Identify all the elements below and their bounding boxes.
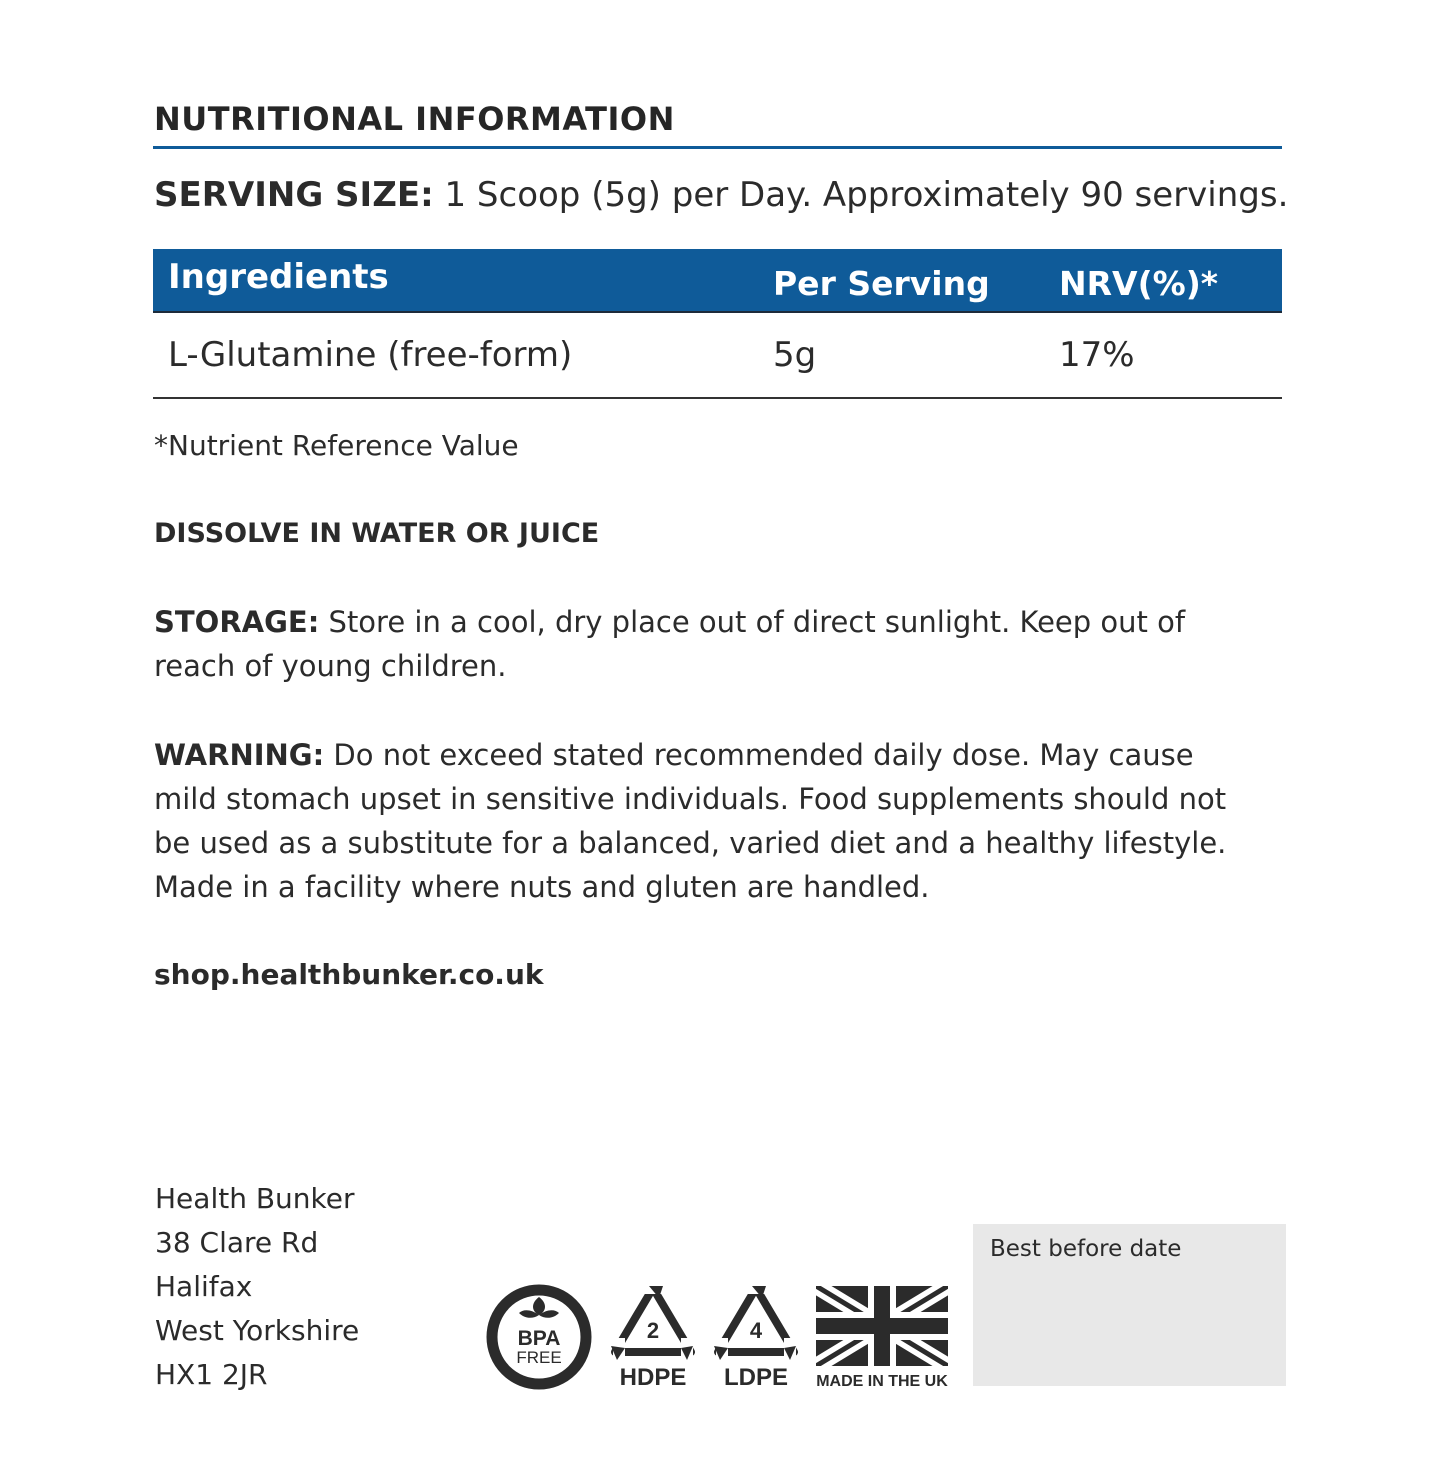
made-in-uk-label: MADE IN THE UK (816, 1373, 948, 1390)
warning-label: WARNING: (154, 738, 325, 772)
ingredient-cell: L-Glutamine (free-form) (168, 335, 573, 375)
nrv-footnote: *Nutrient Reference Value (154, 429, 519, 462)
title-rule (153, 146, 1282, 149)
bpa-free-icon (485, 1283, 593, 1391)
ldpe-number: 4 (749, 1318, 763, 1343)
table-header (153, 249, 1282, 313)
storage-text: Store in a cool, dry place out of direct sunlight. Keep out of reach of young children. (154, 605, 1186, 683)
section-title: NUTRITIONAL INFORMATION (154, 100, 675, 138)
column-header-per-serving: Per Serving (773, 264, 990, 303)
ldpe-label: LDPE (723, 1364, 789, 1391)
storage-paragraph (154, 600, 1254, 688)
address-line: Health Bunker (155, 1182, 355, 1215)
address-line: West Yorkshire (155, 1314, 360, 1347)
column-header-nrv: NRV(%)* (1059, 264, 1219, 303)
per-serving-cell: 5g (773, 335, 817, 375)
free-text: FREE (516, 1348, 562, 1367)
website-link[interactable]: shop.healthbunker.co.uk (154, 958, 544, 991)
dissolve-instruction: DISSOLVE IN WATER OR JUICE (154, 518, 600, 549)
union-flag-icon (814, 1284, 950, 1392)
address-line: Halifax (155, 1270, 253, 1303)
storage-label: STORAGE: (154, 605, 320, 639)
best-before-box (973, 1224, 1286, 1386)
serving-text: 1 Scoop (5g) per Day. Approximately 90 servings. (433, 175, 1289, 215)
address-line: HX1 2JR (155, 1358, 268, 1391)
recycle-hdpe-icon (605, 1280, 701, 1392)
serving-label: SERVING SIZE: (154, 175, 434, 215)
nrv-cell: 17% (1059, 335, 1135, 375)
address-line: 38 Clare Rd (155, 1226, 319, 1259)
warning-paragraph (154, 733, 1254, 909)
serving-size (154, 175, 1288, 215)
warning-text: Do not exceed stated recommended daily dose. May cause mild stomach upset in sensitive individuals. Food supplements should not be used as a substitute for a balanced, varied diet and a healthy lifestyle. Made in a facility where nuts and gluten are handled. (154, 738, 1227, 904)
address-block (155, 1177, 359, 1397)
hdpe-label: HDPE (619, 1364, 687, 1391)
column-header-ingredients: Ingredients (168, 257, 389, 297)
recycle-ldpe-icon (708, 1280, 804, 1392)
best-before-label: Best before date (990, 1236, 1182, 1262)
hdpe-number: 2 (646, 1318, 660, 1343)
table-row (153, 313, 1282, 399)
bpa-text: BPA (517, 1327, 561, 1350)
